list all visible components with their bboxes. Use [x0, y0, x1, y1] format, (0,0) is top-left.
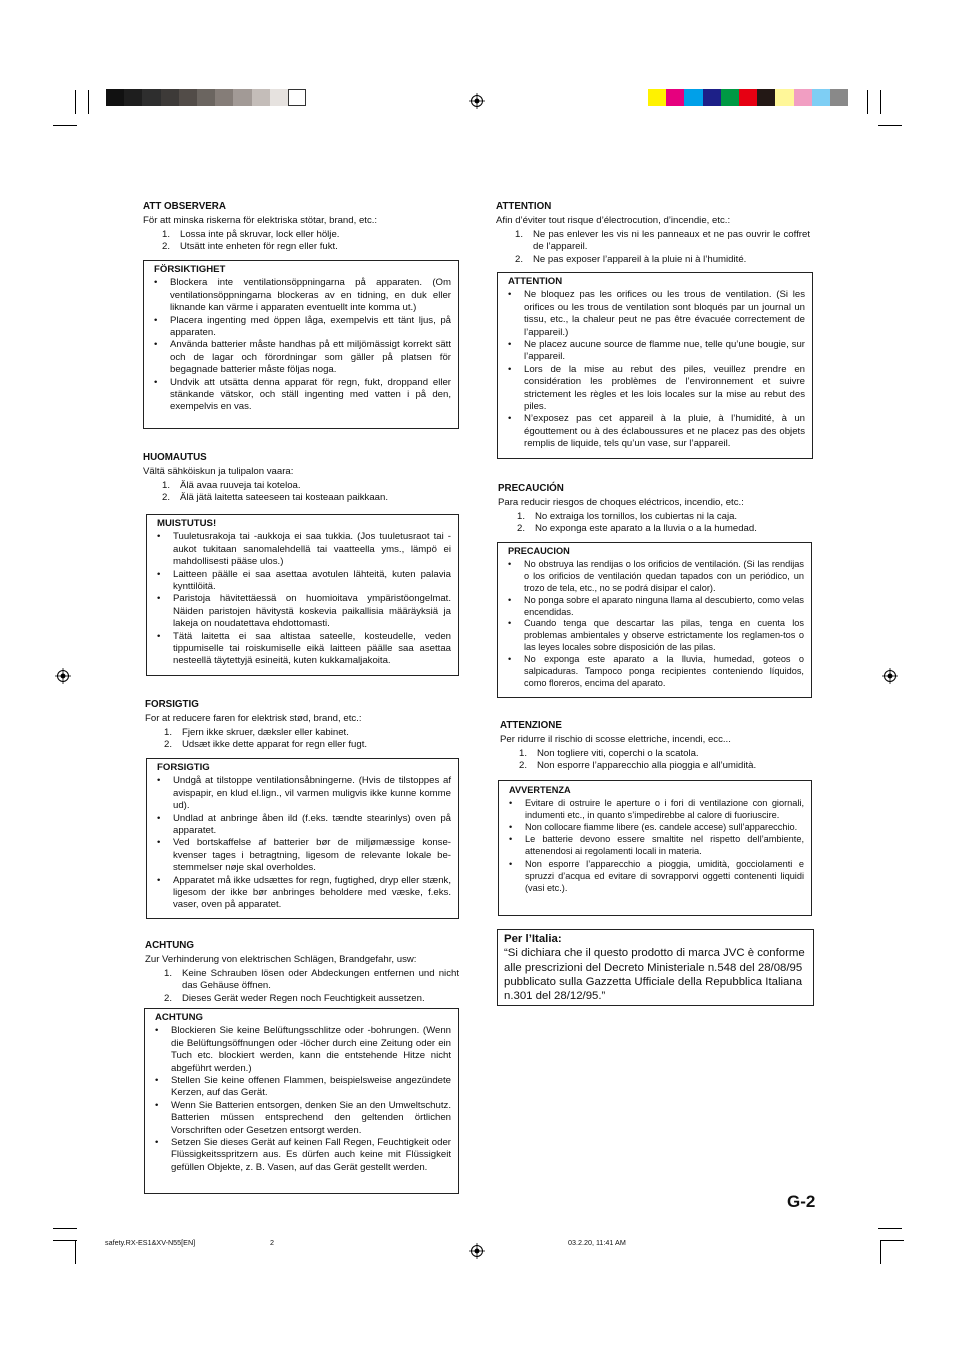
italian-section — [500, 720, 810, 773]
box-title: MUISTUTUS! — [157, 518, 217, 529]
box-title: FORSIGTIG — [157, 762, 210, 773]
section-intro: Zur Verhinderung von elektrischen Schlägen, Brandgefahr, usw: — [145, 954, 417, 966]
list-item: 1. No extraiga los tornillos, los cubiertas ni la caja. — [517, 510, 738, 522]
color-swatch — [739, 89, 757, 106]
color-swatch — [684, 89, 702, 106]
spanish-section — [498, 483, 811, 536]
color-swatch — [666, 89, 684, 106]
section-intro: For at reducere faren for elektrisk stød, brand, etc.: — [145, 713, 362, 725]
list-item: 2. Udsæt ikke dette apparat for regn eller fugt. — [164, 739, 368, 751]
list-item: • No exponga este aparato a la lluvia, humedad, goteos o salpicaduras. Tampoco ponga recipientes conteniendo líquidos, como floreros, encima del aparato. — [506, 654, 804, 690]
gray-swatch — [142, 89, 160, 106]
gray-swatch — [252, 89, 270, 106]
list-item: • Undvik att utsätta denna apparat för regn, fukt, droppand eller stänkande vätskor, och ställ ingenting med vatten i på den, exempelvis en vas. — [152, 377, 451, 414]
registration-mark-icon — [882, 668, 898, 684]
finnish-section — [143, 452, 458, 505]
list-item: • No ponga sobre el aparato ninguna llama al descubierto, como velas encendidas. — [506, 595, 804, 619]
section-title: ACHTUNG — [145, 940, 194, 951]
list-item: • Ved bortskaffelse af batterier bør de miljømæssige konse-kvenser tages i betragtning, ligesom de relevante lokale be-stemmelser nøje skal overholdes. — [155, 837, 451, 874]
list-item: • Cuando tenga que descartar las pilas, tenga en cuenta los problemas ambientales y observe estrictamente los reglamen-tos o las leyes locales sobre disposición de las pilas. — [506, 618, 804, 654]
section-title: ATT OBSERVERA — [143, 201, 226, 212]
list-item: • Ne placez aucune source de flamme nue, telle qu’une bougie, sur l’appareil. — [506, 339, 805, 364]
list-item: • Tätä laitetta ei saa altistaa sateelle, kosteudelle, veden tippumiselle tai roiskumiselle eikä laitteen päälle saa asettaa nesteellä täytettyjä esineitä, kuten kukkamaljakoita. — [155, 631, 451, 668]
gray-swatch — [161, 89, 179, 106]
italia-declaration-box — [497, 929, 814, 1006]
italian-caution-box — [498, 780, 812, 916]
color-swatch — [794, 89, 812, 106]
section-intro: För att minska riskerna för elektriska stötar, brand, etc.: — [143, 215, 378, 227]
list-item: • Setzen Sie dieses Gerät auf keinen Fall Regen, Feuchtigkeit oder Flüssigkeitsspritzern aus. Es dürfen auch keine mit Flüssigkeit gefüllen Objekte, z. B. Vasen, auf das Gerät gestellt werden. — [153, 1137, 451, 1174]
section-intro: Para reducir riesgos de choques eléctricos, incendio, etc.: — [498, 497, 744, 509]
footer-date: 03.2.20, 11:41 AM — [568, 1238, 626, 1247]
spanish-caution-box — [497, 542, 812, 698]
numbered-list — [143, 229, 458, 254]
declaration-text: “Si dichiara che il questo prodotto di marca JVC è conforme alle prescrizioni del Decreto Ministeriale n.548 del 28/08/95 pubblicato sulla Gazzetta Ufficiale della Repubblica Italiana n.301 del 28/12/95.” — [504, 947, 805, 1003]
list-item: • N’exposez pas cet appareil à la pluie, à l’humidité, à un égouttement ou à des éclaboussures et ne placez pas des objets remplis de liquide, tels qu’un vase, sur l’appareil. — [506, 413, 805, 450]
color-swatch — [812, 89, 830, 106]
list-item: 1. Älä avaa ruuveja tai koteloa. — [162, 479, 301, 491]
color-swatch — [703, 89, 721, 106]
list-item: 1. Keine Schrauben lösen oder Abdeckungen entfernen und nicht das Gehäuse öffnen. — [164, 967, 459, 992]
gray-swatch — [106, 89, 124, 106]
list-item: • Non collocare fiamme libere (es. candele accese) sull’apparecchio. — [507, 821, 804, 833]
list-item: • Lors de la mise au rebut des piles, veuillez prendre en considération les problèmes de l’environnement et suivre strictement les règles et les lois locales sur la mise au rebut des piles. — [506, 364, 805, 414]
bullet-list — [507, 797, 804, 894]
list-item: 2. Dieses Gerät weder Regen noch Feuchtigkeit aussetzen. — [164, 992, 425, 1004]
list-item: • Non esporre l’apparecchio a pioggia, umidità, gocciolamenti e spruzzi d’acqua ed evitare di sovrapporvi oggetti contenenti liquidi (vasi etc.). — [507, 858, 804, 894]
list-item: 2. Utsätt inte enheten för regn eller fukt. — [162, 241, 338, 253]
box-title: Per l’Italia: — [504, 933, 562, 945]
list-item: 1. Ne pas enlever les vis ni les panneaux et ne pas ouvrir le coffret de l’appareil. — [515, 228, 810, 253]
list-item: • Stellen Sie keine offenen Flammen, beispielsweise angezündete Kerzen, auf das Gerät. — [153, 1075, 451, 1100]
list-item: 2. Älä jätä laitetta sateeseen tai kosteaan paikkaan. — [162, 492, 389, 504]
list-item: • Paristoja hävitettäessä on huomioitava ympäristöongelmat. Näiden paristojen hävitystä koskevia paikallisia määräyksiä ja lakeja on noudatettava ehdottomasti. — [155, 593, 451, 630]
page-number: G-2 — [787, 1192, 816, 1211]
section-intro: Per ridurre il rischio di scosse elettriche, incendi, ecc... — [500, 734, 731, 746]
numbered-list — [496, 229, 810, 266]
german-caution-box — [144, 1008, 459, 1194]
gray-swatch — [197, 89, 215, 106]
list-item: • Placera ingenting med öppen låga, exempelvis ett tänt ljus, på apparaten. — [152, 315, 451, 340]
swedish-caution-box — [143, 260, 459, 429]
gray-swatch — [124, 89, 142, 106]
gray-swatch — [270, 89, 288, 106]
list-item: • Blockieren Sie keine Belüftungsschlitze oder -bohrungen. (Wenn die Belüftungsöffnungen oder -löcher durch eine Zeitung oder ein Tuch etc. blockiert werden, kann die entstehende Hitze nicht abgeführt werden.) — [153, 1025, 451, 1075]
registration-mark-icon — [469, 93, 485, 109]
registration-mark-icon — [469, 1243, 485, 1259]
color-swatch — [721, 89, 739, 106]
bullet-list — [506, 559, 804, 690]
list-item: • Tuuletusrakoja tai -aukkoja ei saa tukkia. (Jos tuuletusraot tai -aukot tukitaan sanomalehdellä tai vaatteella yms., lämpö ei mahdollisesti pääse ulos.) — [155, 531, 451, 568]
numbered-list — [145, 968, 459, 1005]
box-title: FÖRSIKTIGHET — [154, 264, 226, 275]
section-intro: Afin d’éviter tout risque d’électrocution, d’incendie, etc.: — [496, 215, 731, 227]
color-swatch — [775, 89, 793, 106]
color-swatch — [757, 89, 775, 106]
german-section — [145, 940, 459, 1005]
section-title: HUOMAUTUS — [143, 452, 207, 463]
swedish-section — [143, 201, 458, 254]
section-title: ATTENZIONE — [500, 720, 562, 731]
bullet-list — [506, 289, 805, 450]
bullet-list — [155, 531, 451, 667]
section-title: FORSIGTIG — [145, 699, 199, 710]
box-title: ATTENTION — [508, 276, 563, 287]
list-item: • Undgå at tilstoppe ventilationsåbningerne. (Hvis de tilstoppes af avispapir, en klud el.lign., vil varmen muligvis ikke kunne komme ud). — [155, 775, 451, 812]
list-item: 2. Ne pas exposer l’appareil à la pluie ni à l’humidité. — [515, 253, 747, 265]
list-item: • Undlad at anbringe åben ild (f.eks. tændte stearinlys) oven på apparatet. — [155, 813, 451, 838]
section-intro: Vältä sähköiskun ja tulipalon vaara: — [143, 466, 294, 478]
list-item: • Apparatet må ikke udsættes for regn, fugtighed, dryp eller stænk, ligesom der ikke bør anbringes beholdere med væske, f.eks. vaser, oven på apparatet. — [155, 875, 451, 912]
color-swatch — [830, 89, 848, 106]
bullet-list — [152, 277, 451, 413]
gray-swatch — [288, 89, 306, 106]
list-item: 2. Non esporre l’apparecchio alla pioggia e all’umidità. — [519, 760, 757, 772]
list-item: • Blockera inte ventilationsöppningarna på apparaten. (Om ventilationsöppningarna blockeras av en tidning, en duk eller liknande kan värme i apparaten eventuellt inte komma ut.) — [152, 277, 451, 314]
footer-filename: safety.RX-ES1&XV-N55[EN] — [105, 1238, 196, 1247]
list-item: 1. Lossa inte på skruvar, lock eller hölje. — [162, 228, 340, 240]
gray-swatch — [233, 89, 251, 106]
section-title: PRECAUCIÓN — [498, 483, 564, 494]
french-section — [496, 201, 810, 266]
list-item: • Ne bloquez pas les orifices ou les trous de ventilation. (Si les orifices ou les trous de ventilation sont bloqués par un journal un tissu, etc., la chaleur peut ne pas être évacuée correctement de l’appareil.) — [506, 289, 805, 339]
list-item: • Använda batterier måste handhas på ett miljömässigt korrekt sätt och de lagar och förordningar som gäller på platsen för begagnade batterier måste följas noga. — [152, 339, 451, 376]
gray-swatch — [179, 89, 197, 106]
color-swatch — [648, 89, 666, 106]
list-item: 1. Fjern ikke skruer, dæksler eller kabinet. — [164, 726, 349, 738]
list-item: • No obstruya las rendijas o los orificios de ventilación. (Si las rendijas o los orificios de ventilación quedan tapados con un periódico, un trozo de tela, etc., no se podrá disipar el calor). — [506, 559, 804, 595]
list-item: 1. Non togliere viti, coperchi o la scatola. — [519, 747, 699, 759]
box-title: PRECAUCION — [508, 546, 570, 556]
box-title: ACHTUNG — [155, 1012, 203, 1023]
list-item: • Laitteen päälle ei saa asettaa avotulen lähteitä, kuten palavia kynttilöitä. — [155, 569, 451, 594]
registration-mark-icon — [55, 668, 71, 684]
box-title: AVVERTENZA — [509, 785, 571, 795]
list-item: • Evitare di ostruire le aperture o i fori di ventilazione con giornali, indumenti etc., in quanto s’impedirebbe al calore di fuoriuscire. — [507, 797, 804, 821]
french-caution-box — [497, 272, 813, 459]
list-item: • Wenn Sie Batterien entsorgen, denken Sie an den Umweltschutz. Batterien müssen entsprechend den geltenden örtlichen Vorschriften oder Gesetzen entsorgt werden. — [153, 1100, 451, 1137]
danish-caution-box — [146, 758, 459, 919]
bullet-list — [153, 1025, 451, 1174]
footer-page: 2 — [270, 1238, 274, 1247]
numbered-list — [143, 480, 458, 505]
gray-swatch — [215, 89, 233, 106]
finnish-caution-box — [146, 514, 459, 676]
list-item: • Le batterie devono essere smaltite nel rispetto dell’ambiente, attenendosi ai regolamenti locali in materia. — [507, 833, 804, 857]
numbered-list — [498, 511, 811, 536]
bullet-list — [155, 775, 451, 911]
section-title: ATTENTION — [496, 201, 552, 212]
numbered-list — [145, 727, 459, 752]
danish-section — [145, 699, 459, 752]
numbered-list — [500, 748, 810, 773]
list-item: 2. No exponga este aparato a la lluvia o a la humedad. — [517, 523, 757, 535]
